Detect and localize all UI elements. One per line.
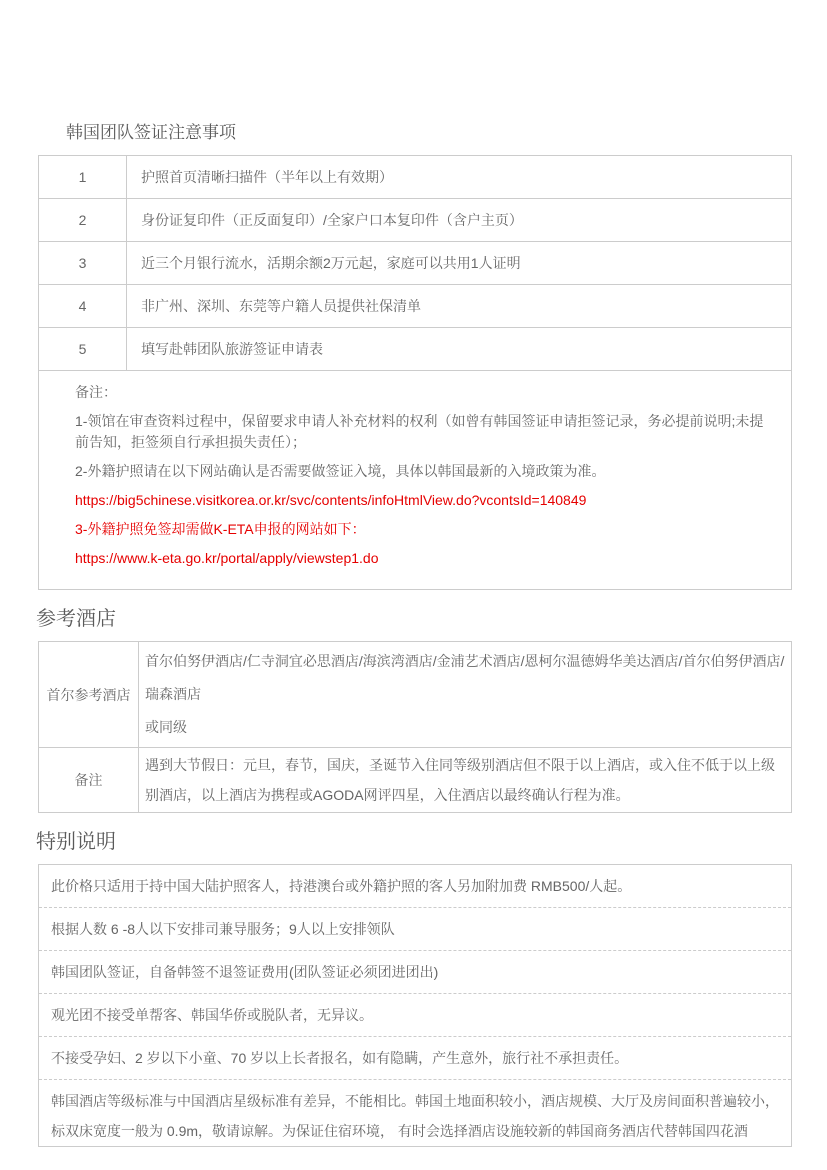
requirement-row: [39, 199, 791, 242]
requirement-number: 3: [39, 242, 127, 284]
requirement-row: [39, 242, 791, 285]
remarks-label: 备注：: [75, 384, 117, 400]
requirement-number: 1: [39, 156, 127, 198]
special-notes-table: [38, 864, 792, 1147]
requirement-number: 5: [39, 328, 127, 370]
requirement-row: [39, 156, 791, 199]
visitkorea-url: https://big5chinese.visitkorea.or.kr/svc/contents/infoHtmlView.do?vcontsId=140849: [75, 492, 587, 508]
requirement-row: [39, 328, 791, 371]
requirement-text: 非广州、深圳、东莞等户籍人员提供社保清单: [141, 298, 421, 314]
remark-note-keta: 3-外籍护照免签却需做K-ETA申报的网站如下：: [75, 521, 366, 537]
hotel-row-label: 首尔参考酒店: [39, 642, 139, 747]
special-note-row: 韩国酒店等级标准与中国酒店星级标准有差异，不能相比。韩国土地面积较小，酒店规模、大厅及房间面积普遍较小，标双床宽度一般为 0.9m，敬请谅解。为保证住宿环境， 有时会选择酒店设施较新的韩国商务酒店代替韩国四花酒: [39, 1079, 791, 1146]
hotel-row-seoul: [39, 642, 791, 747]
visa-section-title: 韩国团队签证注意事项: [66, 123, 236, 142]
requirement-text: 填写赴韩团队旅游签证申请表: [141, 341, 323, 357]
hotel-grade-note: 或同级: [145, 719, 187, 735]
hotel-section-heading: 参考酒店: [36, 608, 116, 630]
requirement-row: [39, 285, 791, 328]
hotel-list-cell: [139, 642, 791, 747]
hotel-remark-text: 遇到大节假日：元旦，春节，国庆，圣诞节入住同等级别酒店但不限于以上酒店，或入住不低于以上级别酒店，以上酒店为携程或AGODA网评四星，入住酒店以最终确认行程为准。: [145, 757, 775, 803]
special-note-row: 此价格只适用于持中国大陆护照客人，持港澳台或外籍护照的客人另加附加费 RMB500/人起。: [51, 878, 632, 894]
hotel-list: 首尔伯努伊酒店/仁寺洞宜必思酒店/海滨湾酒店/金浦艺术酒店/恩柯尔温德姆华美达酒店/首尔伯努伊酒店/瑞森酒店: [145, 653, 785, 702]
special-note-row: 根据人数 6 -8人以下安排司兼导服务；9人以上安排领队: [39, 907, 791, 950]
remark-note-foreign-passport: 2-外籍护照请在以下网站确认是否需要做签证入境，具体以韩国最新的入境政策为准。: [75, 463, 606, 479]
visa-remarks-cell: [39, 371, 791, 589]
special-note-row: 观光团不接受单帮客、韩国华侨或脱队者，无异议。: [39, 993, 791, 1036]
remark-note-consulate: 1-领馆在审查资料过程中，保留要求申请人补充材料的权利（如曾有韩国签证申请拒签记录，务必提前说明;未提前告知，拒签须自行承担损失责任）；: [75, 413, 764, 450]
special-note-row: 不接受孕妇、2 岁以下小童、70 岁以上长者报名，如有隐瞒，产生意外，旅行社不承担责任。: [39, 1036, 791, 1079]
requirement-text: 护照首页清晰扫描件（半年以上有效期）: [141, 169, 393, 185]
special-note-row: 韩国团队签证，自备韩签不退签证费用(团队签证必须团进团出): [39, 950, 791, 993]
special-section-heading: 特别说明: [36, 831, 116, 853]
requirement-number: 4: [39, 285, 127, 327]
requirement-text: 近三个月银行流水，活期余额2万元起，家庭可以共用1人证明: [141, 255, 521, 271]
hotel-remark-label: 备注: [39, 748, 139, 812]
requirement-number: 2: [39, 199, 127, 241]
hotel-remark-cell: [139, 748, 791, 812]
keta-url: https://www.k-eta.go.kr/portal/apply/viewstep1.do: [75, 550, 379, 566]
hotel-row-remark: [39, 747, 791, 812]
reference-hotel-table: [38, 641, 792, 813]
visa-requirements-table: [38, 155, 792, 590]
requirement-text: 身份证复印件（正反面复印）/全家户口本复印件（含户主页）: [141, 212, 523, 228]
